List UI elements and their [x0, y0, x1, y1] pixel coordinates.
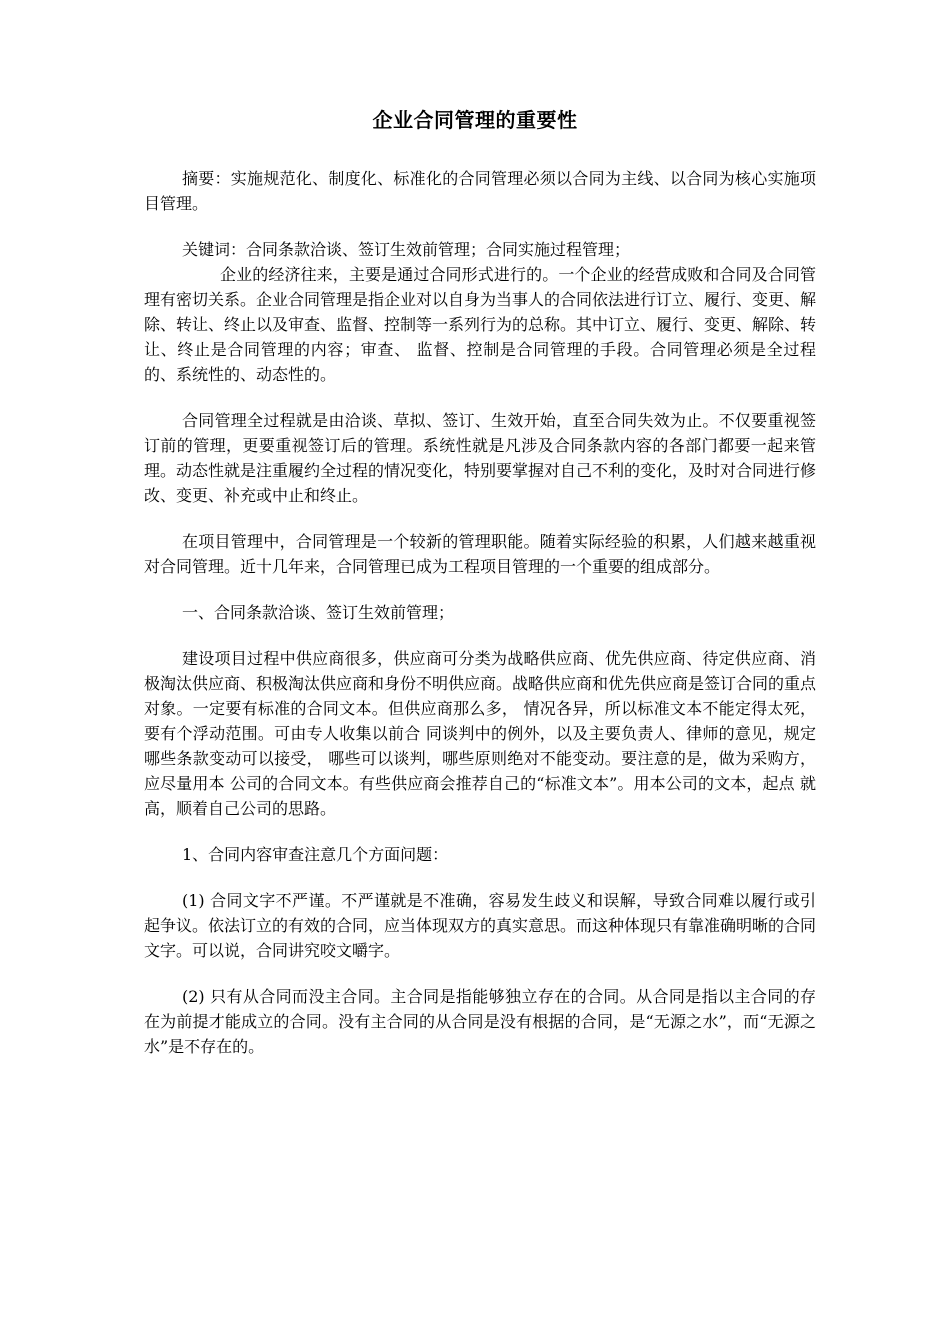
point-2-paragraph: (2) 只有从合同而没主合同。主合同是指能够独立存在的合同。从合同是指以主合同的存在为前提才能成立的合同。没有主合同的从合同是没有根据的合同，是“无源之水”，而“无源之水”是不存在的。 — [144, 987, 816, 1056]
point-1-paragraph: (1) 合同文字不严谨。不严谨就是不准确，容易发生歧义和误解，导致合同难以履行或引起争议。依法订立的有效的合同，应当体现双方的真实意思。而这种体现只有靠准确明晰的合同文字。可以说，合同讲究咬文嚼字。 — [144, 891, 817, 960]
review-subheading: 1、合同内容审查注意几个方面问题： — [182, 845, 449, 864]
abstract-paragraph: 摘要：实施规范化、制度化、标准化的合同管理必须以合同为主线、以合同为核心实施项目管理。 — [144, 169, 816, 213]
suppliers-paragraph: 建设项目过程中供应商很多，供应商可分类为战略供应商、优先供应商、待定供应商、消极淘汰供应商、积极淘汰供应商和身份不明供应商。战略供应商和优先供应商是签订合同的重点对象。一定要有标准的合同文本。但供应商那么多， 情况各异，所以标准文本不能定得太死，要有个浮动范围。可由专人收集以前合 同谈判中的例外，以及主要负责人、律师的意见，规定哪些条款变动可以接受， 哪些可以谈判，哪些原则绝对不能变动。要注意的是，做为采购方，应尽量用本 公司的合同文本。有些供应商会推荐自己的“标准文本”。用本公司的文本，起点 就高，顺着自己公司的思路。 — [144, 649, 817, 818]
intro-paragraph: 企业的经济往来，主要是通过合同形式进行的。一个企业的经营成败和合同及合同管理有密切关系。企业合同管理是指企业对以自身为当事人的合同依法进行订立、履行、变更、解除、转让、终止以及审查、监督、控制等一系列行为的总称。其中订立、履行、变更、解除、转让、终止是合同管理的内容；审查、 监督、控制是合同管理的手段。合同管理必须是全过程的、系统性的、动态性的。 — [144, 265, 817, 384]
document-title: 企业合同管理的重要性 — [372, 108, 578, 132]
project-paragraph: 在项目管理中，合同管理是一个较新的管理职能。随着实际经验的积累，人们越来越重视对合同管理。近十几年来，合同管理已成为工程项目管理的一个重要的组成部分。 — [144, 532, 816, 576]
section-heading: 一、合同条款洽谈、签订生效前管理； — [182, 603, 455, 622]
process-paragraph: 合同管理全过程就是由洽谈、草拟、签订、生效开始，直至合同失效为止。不仅要重视签订前的管理，更要重视签订后的管理。系统性就是凡涉及合同条款内容的各部门都要一起来管理。动态性就是注重履约全过程的情况变化，特别要掌握对自己不利的变化，及时对合同进行修改、变更、补充或中止和终止。 — [144, 411, 817, 505]
keywords-paragraph: 关键词：合同条款洽谈、签订生效前管理；合同实施过程管理； — [182, 240, 631, 259]
document-body — [144, 166, 816, 1059]
